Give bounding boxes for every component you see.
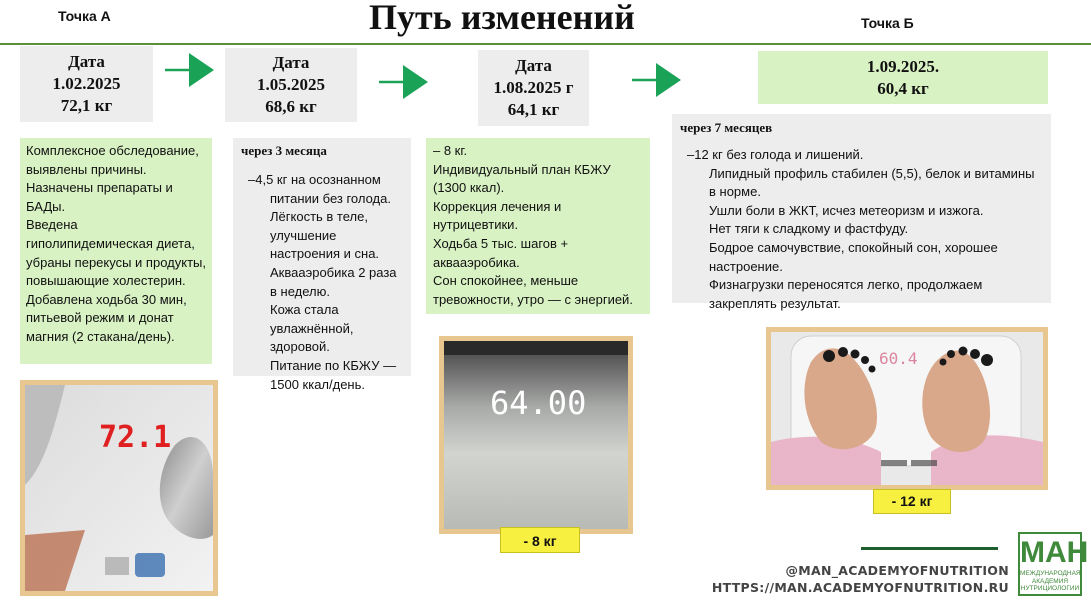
academy-logo [1018, 532, 1089, 596]
logo-line: МЕЖДУНАРОДНАЯ [1020, 570, 1081, 577]
date-value: 1.05.2025 [257, 75, 325, 94]
scale-display: 64.00 [490, 384, 587, 422]
date-box-3 [478, 50, 589, 126]
scale-photo-1 [20, 380, 218, 596]
page-title: Путь изменений [369, 0, 635, 37]
stage-line: Индивидуальный план КБЖУ (1300 ккал). [433, 161, 611, 196]
stage-line: Нет тяги к сладкому и фастфуду. [709, 221, 909, 237]
scale-display: 72.1 [99, 420, 172, 455]
date-value: 1.08.2025 г [493, 78, 574, 97]
scale-image [444, 341, 628, 529]
weight-value: 72,1 кг [60, 96, 113, 115]
stage-4-text [687, 146, 1037, 313]
social-handle[interactable]: @MAN_ACADEMYOFNUTRITION [785, 563, 1009, 578]
stage-line: Комплексное обследование, выявлены причины. [26, 143, 199, 177]
top-divider [0, 43, 1091, 45]
weight-loss-badge-8: - 8 кг [500, 527, 580, 553]
stage-line: Коррекция лечения и нутрицевтики. [433, 198, 562, 233]
date-label: Дата [272, 53, 310, 72]
logo-abbr: МАН [1020, 536, 1089, 569]
stage-line: Физнагрузки переносятся легко, продолжаем закреплять результат. [709, 277, 983, 311]
logo-line: АКАДЕМИЯ [1031, 577, 1069, 585]
date-box-1 [20, 46, 153, 122]
stage-1-text [26, 142, 206, 347]
stage-2-text [248, 171, 406, 394]
stage-4-heading: через 7 месяцев [680, 120, 773, 135]
weight-value: 60,4 кг [877, 78, 929, 98]
stage-line: Лёгкость в теле, улучшение настроения и сна. [270, 209, 380, 262]
date-value: 1.09.2025. [866, 56, 940, 76]
stage-line: Введена гиполипидемическая диета, убраны перекусы и продукты, повышающие холестерин. [26, 217, 206, 289]
arrow-right-icon [379, 64, 429, 100]
stage-line: – 8 кг. [433, 143, 468, 158]
website-link[interactable]: HTTPS://MAN.ACADEMYOFNUTRITION.RU [711, 580, 1009, 595]
stage-2-heading: через 3 месяца [241, 143, 327, 158]
point-a-label: Точка А [58, 8, 111, 24]
date-label: Дата [515, 56, 552, 75]
date-box-2 [225, 48, 357, 122]
stage-line: Добавлена ходьба 30 мин, питьевой режим и донат магния (2 стакана/день). [26, 291, 187, 344]
footer-divider [861, 547, 998, 550]
scale-image [25, 385, 213, 591]
stage-line: –4,5 кг на осознанном питании без голода. [248, 172, 391, 206]
stage-line: Кожа стала увлажнённой, здоровой. [270, 302, 354, 355]
logo-line: НУТРИЦИОЛОГИИ [1020, 585, 1080, 592]
scale-photo-2 [439, 336, 633, 534]
stage-line: Питание по КБЖУ — 1500 ккал/день. [270, 357, 397, 392]
scale-photo-3 [766, 327, 1048, 490]
date-value: 1.02.2025 [52, 74, 121, 93]
arrow-right-icon [165, 52, 215, 88]
stage-3-text [433, 142, 643, 309]
stage-line: Липидный профиль стабилен (5,5), белок и витамины в норме. [709, 165, 1035, 200]
stage-line: Бодрое самочувствие, спокойный сон, хорошее настроение. [709, 239, 998, 274]
stage-line: Ходьба 5 тыс. шагов + аквааэробика. [433, 235, 569, 270]
arrow-right-icon [632, 62, 682, 98]
point-b-label: Точка Б [861, 15, 914, 31]
scale-image [771, 332, 1043, 485]
stage-line: Назначены препараты и БАДы. [26, 180, 173, 214]
stage-line: –12 кг без голода и лишений. [687, 147, 864, 162]
weight-value: 64,1 кг [507, 100, 560, 119]
stage-line: Сон спокойнее, меньше тревожности, утро — с энергией. [433, 273, 633, 307]
stage-line: Ушли боли в ЖКТ, исчез метеоризм и изжога. [709, 202, 984, 218]
stage-line: Аквааэробика 2 раза в неделю. [270, 264, 397, 299]
date-label: Дата [68, 52, 105, 71]
weight-loss-badge-12: - 12 кг [873, 489, 951, 514]
weight-value: 68,6 кг [265, 97, 317, 116]
date-box-4 [758, 51, 1048, 104]
scale-display: 60.4 [879, 349, 918, 368]
